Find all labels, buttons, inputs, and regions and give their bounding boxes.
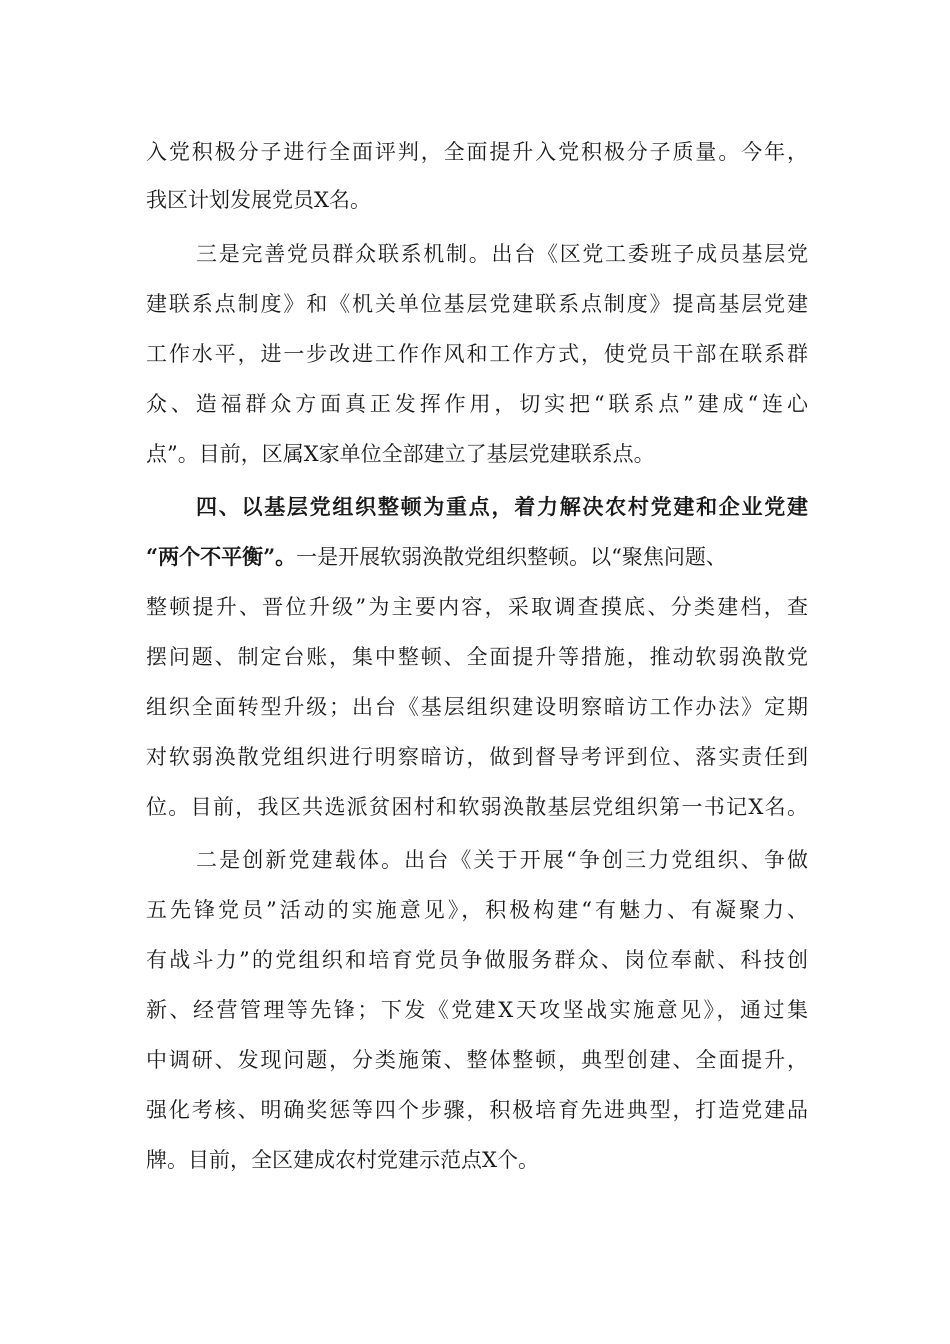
paragraph-line: 牌。目前，全区建成农村党建示范点X个。 <box>146 1148 539 1172</box>
section-heading-line <box>146 537 808 577</box>
paragraph-line: 点”。目前，区属X家单位全部建立了基层党建联系点。 <box>146 442 655 466</box>
paragraph-line: 二是创新党建载体。出台《关于开展“争创三力党组织、争做 <box>196 848 808 872</box>
section-heading: 四、以基层党组织整顿为重点，着力解决农村党建和企业党建 <box>196 494 808 519</box>
paragraph-line: 工作水平，进一步改进工作作风和工作方式，使党员干部在联系群 <box>146 342 808 366</box>
paragraph-line: 组织全面转型升级；出台《基层组织建设明察暗访工作办法》定期 <box>146 695 808 719</box>
paragraph-line: 我区计划发展党员X名。 <box>146 188 371 212</box>
paragraph-line: 强化考核、明确奖惩等四个步骤，积极培育先进典型，打造党建品 <box>146 1098 808 1122</box>
paragraph-line: 对软弱涣散党组织进行明察暗访，做到督导考评到位、落实责任到 <box>146 745 808 769</box>
paragraph-line: 摆问题、制定台账，集中整顿、全面提升等措施，推动软弱涣散党 <box>146 645 808 669</box>
paragraph-line: 有战斗力”的党组织和培育党员争做服务群众、岗位奉献、科技创 <box>146 948 808 972</box>
paragraph-line: 三是完善党员群众联系机制。出台《区党工委班子成员基层党 <box>196 242 808 266</box>
paragraph-line: 入党积极分子进行全面评判，全面提升入党积极分子质量。今年， <box>146 140 808 164</box>
paragraph-line: 五先锋党员”活动的实施意见》，积极构建“有魅力、有凝聚力、 <box>146 898 808 922</box>
paragraph-text: 一是开展软弱涣散党组织整顿。以“聚焦问题、 <box>296 545 727 569</box>
section-heading-tail: “两个不平衡”。 <box>146 544 297 569</box>
paragraph-line: 中调研、发现问题，分类施策、整体整顿，典型创建、全面提升， <box>146 1048 808 1072</box>
paragraph-line: 建联系点制度》和《机关单位基层党建联系点制度》提高基层党建 <box>146 292 808 316</box>
paragraph-line: 位。目前，我区共选派贫困村和软弱涣散基层党组织第一书记X名。 <box>146 795 808 819</box>
paragraph-line: 众、造福群众方面真正发挥作用，切实把“联系点”建成“连心 <box>146 392 808 416</box>
paragraph-line: 整顿提升、晋位升级”为主要内容，采取调查摸底、分类建档，查 <box>146 595 808 619</box>
paragraph-line: 新、经营管理等先锋；下发《党建X天攻坚战实施意见》，通过集 <box>146 998 808 1022</box>
